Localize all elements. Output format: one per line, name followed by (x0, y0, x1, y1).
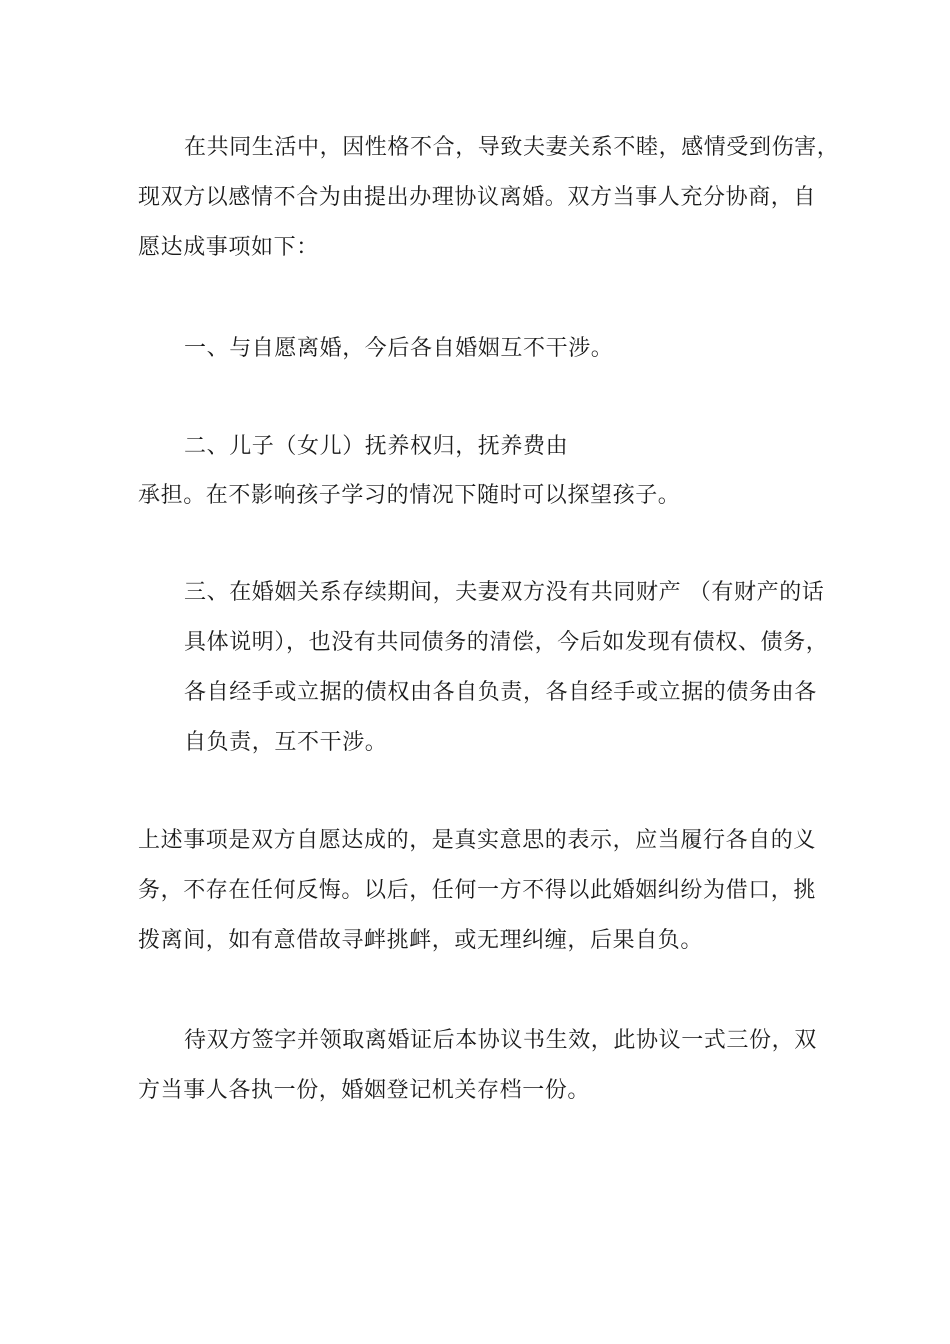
item-one-line-1: 一、与自愿离婚，今后各自婚姻互不干涉。 (184, 336, 614, 361)
item-three-line-1: 三、在婚姻关系存续期间，夫妻双方没有共同财产 （有财产的话 (184, 580, 825, 605)
intro-line-2: 现双方以感情不合为由提出办理协议离婚。双方当事人充分协商，自 (138, 185, 817, 210)
item-three-line-3: 各自经手或立据的债权由各自负责，各自经手或立据的债务由各 (184, 680, 817, 705)
intro-line-1: 在共同生活中，因性格不合，导致夫妻关系不睦，感情受到伤害， (184, 135, 840, 160)
item-three-line-4: 自负责，互不干涉。 (184, 730, 388, 755)
statement-line-2: 务，不存在任何反悔。以后，任何一方不得以此婚姻纠纷为借口，挑 (138, 878, 817, 903)
item-two-line-1: 二、儿子（女儿）抚养权归，抚养费由 (184, 434, 569, 459)
item-two-line-2: 承担。在不影响孩子学习的情况下随时可以探望孩子。 (138, 483, 681, 508)
closing-line-2: 方当事人各执一份，婚姻登记机关存档一份。 (138, 1078, 591, 1103)
statement-line-1: 上述事项是双方自愿达成的，是真实意思的表示，应当履行各自的义 (138, 828, 817, 853)
statement-line-3: 拨离间，如有意借故寻衅挑衅，或无理纠缠，后果自负。 (138, 928, 704, 953)
item-three-line-2: 具体说明），也没有共同债务的清偿，今后如发现有债权、债务， (184, 630, 829, 655)
intro-line-3: 愿达成事项如下： (138, 235, 319, 260)
closing-line-1: 待双方签字并领取离婚证后本协议书生效，此协议一式三份，双 (184, 1028, 817, 1053)
